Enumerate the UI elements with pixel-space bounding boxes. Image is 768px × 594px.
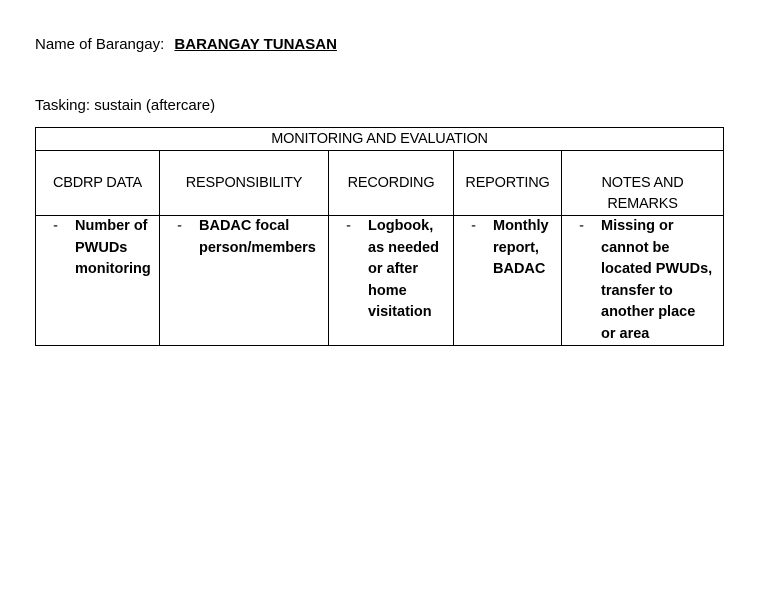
text-line: Missing or [601, 218, 674, 234]
column-header-reporting: REPORTING [454, 151, 562, 216]
barangay-line [35, 36, 337, 53]
column-header-cbdrp-data: CBDRP DATA [36, 151, 160, 216]
tasking-line: Tasking: sustain (aftercare) [35, 97, 216, 114]
bullet-text [199, 216, 328, 259]
cell-reporting [454, 216, 562, 346]
text-line: BADAC [493, 261, 546, 277]
table-title: MONITORING AND EVALUATION [36, 128, 724, 151]
column-header-recording: RECORDING [329, 151, 454, 216]
bullet-dash: - [471, 218, 476, 234]
bullet-dash: - [177, 218, 182, 234]
barangay-name: BARANGAY TUNASAN [174, 36, 337, 53]
bullet-item [160, 216, 328, 259]
text-line: another place [601, 304, 696, 320]
cell-recording [329, 216, 454, 346]
table-header-row [36, 151, 724, 216]
text-line: or area [601, 325, 650, 342]
text-line: monitoring [75, 261, 151, 277]
text-line: person/members [199, 239, 316, 256]
bullet-item [454, 216, 561, 281]
text-line: located PWUDs, [601, 261, 713, 277]
notes-header-line-1: NOTES AND [601, 175, 684, 191]
text-line: as needed [368, 239, 439, 256]
text-line: PWUDs [75, 239, 128, 256]
barangay-label: Name of Barangay: [35, 36, 165, 53]
table-title-row [36, 128, 724, 151]
text-line: or after [368, 261, 418, 277]
bullet-item [36, 216, 159, 281]
text-line: home [368, 282, 407, 299]
bullet-item [329, 216, 453, 324]
cell-responsibility [160, 216, 329, 346]
notes-header-line-2: REMARKS [607, 196, 678, 212]
text-line: Logbook, [368, 218, 434, 234]
monitoring-evaluation-table [35, 127, 724, 346]
column-header-notes-and-remarks [562, 151, 724, 216]
text-line: cannot be [601, 239, 670, 256]
text-line: transfer to [601, 282, 673, 299]
cell-notes-and-remarks [562, 216, 724, 346]
text-line: visitation [368, 304, 432, 320]
text-line: BADAC focal [199, 218, 290, 234]
bullet-text [368, 216, 453, 324]
table-row [36, 216, 724, 346]
bullet-dash: - [346, 218, 351, 234]
column-header-responsibility: RESPONSIBILITY [160, 151, 329, 216]
bullet-text [493, 216, 561, 281]
text-line: Monthly [493, 218, 549, 234]
bullet-dash: - [579, 218, 584, 234]
cell-cbdrp-data [36, 216, 160, 346]
bullet-text [75, 216, 159, 281]
bullet-dash: - [53, 218, 58, 234]
text-line: report, [493, 239, 539, 256]
bullet-item [562, 216, 723, 345]
text-line: Number of [75, 218, 148, 234]
bullet-text [601, 216, 723, 345]
